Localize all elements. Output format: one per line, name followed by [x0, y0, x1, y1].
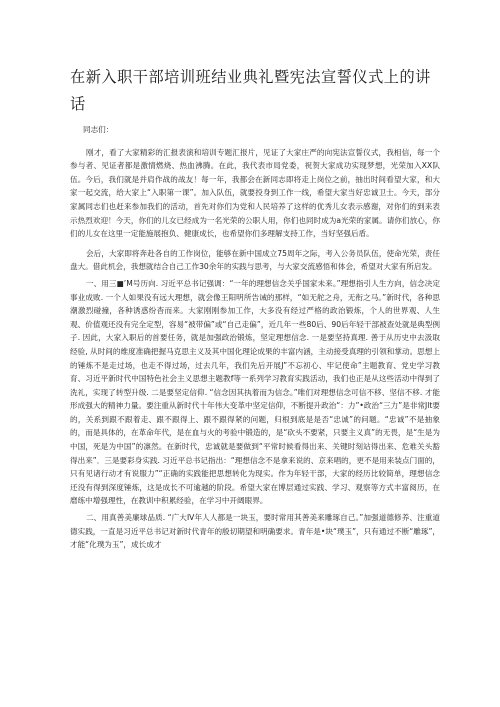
paragraph-section-two: 二、用真善美廉球品质. “广大IV年人人都是一块玉，要时常用其善美来雕琢自己。”加强道德修养、注重道德实践，一直是习近平总书记对新时代青年的殷切期望和明确要求。青年是•块“璞玉”，只有通过不断“雕琢”，才能“化璞为玉”，成长成才	[70, 513, 440, 550]
document-body	[70, 123, 440, 555]
paragraph-section-one: 一、用三■’M号历向. 习近平总书记强调：“一年的理想信念关乎国家未来。”理想指引人生方向，信念决定事业成败. 一个人如果没有远大理想，就会像王阳明所告诫的那样，“如无舵之舟，无衔之马。”新时代，各种思潮激烈碰撞，各种诱惑纷杳而来。大家刚刚参加工作，大多没有经过严格的政治锻炼，个人的世界观、人生观、价值观还没有完全定型，容易“被带偏”或“自己走偏”，近几年一些80后、90后年轻干部被查处就是典型例子. 因此，大家入职后的首要任务，就是加强政治锻炼，坚定理想信念. 一是要坚持真理. 善于从历史中去汲取经验, 从时间的维度准确把握马克思主义及其中国化理论成果的丰富内涵，主动接受真理的引领和掌动。思想上的锤炼不是走过场，也走不得过场，过去几年，我们先后开展J”不忘初心、牢记使命”主题教育、党史学习教育、习近平新时代中国特色社会主义思想主题教f等一系列学习教育实践活动，我们也正是从这些活动中得到了洗礼，实现了转型升级. 二是要坚定信仰. “信念因其执着而为信念。”唯们对理想信念可信不移、坚信不移. 才能形成强大的精神力量。要注重从新时代十年伟大变革中坚定信仰，不断提升政治“：力”•政治“三力”是非常Jlt要的，关系到跟不跟着走、跟不跟得上、跟不跟得紧的问题，归根到底是是否“忠诚”的问题。“忠诚”不是抽象的，而是具体的，在革命年代，是在血与火的考验中锻造的，是“砍头不要紧，只要主义真”的无畏，是“生是为中国，死是为中国”的凛然。在新时代，忠诚就是要做到“平常时候看得出来、关键时刻站得出来、危难关头豁得出来”．三是要彩身实践. 习近平总书记指出：“理想信念不是拿来说的、京来唱的，更不是用来装点门面的，只有见诸行动才有说服力”“正确的实践能把思想转化为现实。作为年轻干部，大家的经历比较简单，理想信念还没有得到深度锤炼，这是成长不可逾越的阶段。希望大家在博层通过实践、学习、观察等方式丰富阅历，在磨练中增强理性，在教训中积累经验，在学习中开阔眼界。	[70, 278, 440, 506]
paragraph-intro: 会后，大家即将奔赴各自的工作岗位，能够在新中国成立75周年之际，考入公务员队伍，使命光荣，责任盘大。借此机会，我想就结合自己工作30余年的实践与思考，与大家交流感悟和体会，希望对大家有所启发。	[70, 248, 440, 272]
paragraph-opening: 刚才，看了大家精彩的汇报表演和培训专题汇报片，见证了大家庄严的向宪法宣誓仪式，我相信，每一个参与者、见证者都是激情燃烧、热血沸腾。在此，我代表市局党委，祝贺大家成功实现梦想，光荣加入XX队伍。今后，我们就是并肩作战的战友！每一年，我都会在新同志即将走上岗位之前，抽出时间看望大家，和大家一起交流，给大家上“入职第一课”。加入队伍，就要投身到工作一线，希望大家当好忠诚卫士。今天，部分家属同志们也赶来参加我们的活动，首先对你们为党和人民培养了这样的优秀儿女表示感谢，对你们的到来表示热烈欢迎！今天，你们的儿女已经成为一名光荣的公职人用，你们也同时成为a光荣的家属。请你们放心，你们的儿女在这里一定能施展抱负、健康成长，也希望你们多理解支持工作，当好坚强后盾。	[70, 147, 440, 239]
document-title: 在新入职干部培训班结业典礼暨宪法宣誓仪式上的讲话	[70, 68, 431, 113]
greeting: 同志们：	[83, 125, 114, 134]
